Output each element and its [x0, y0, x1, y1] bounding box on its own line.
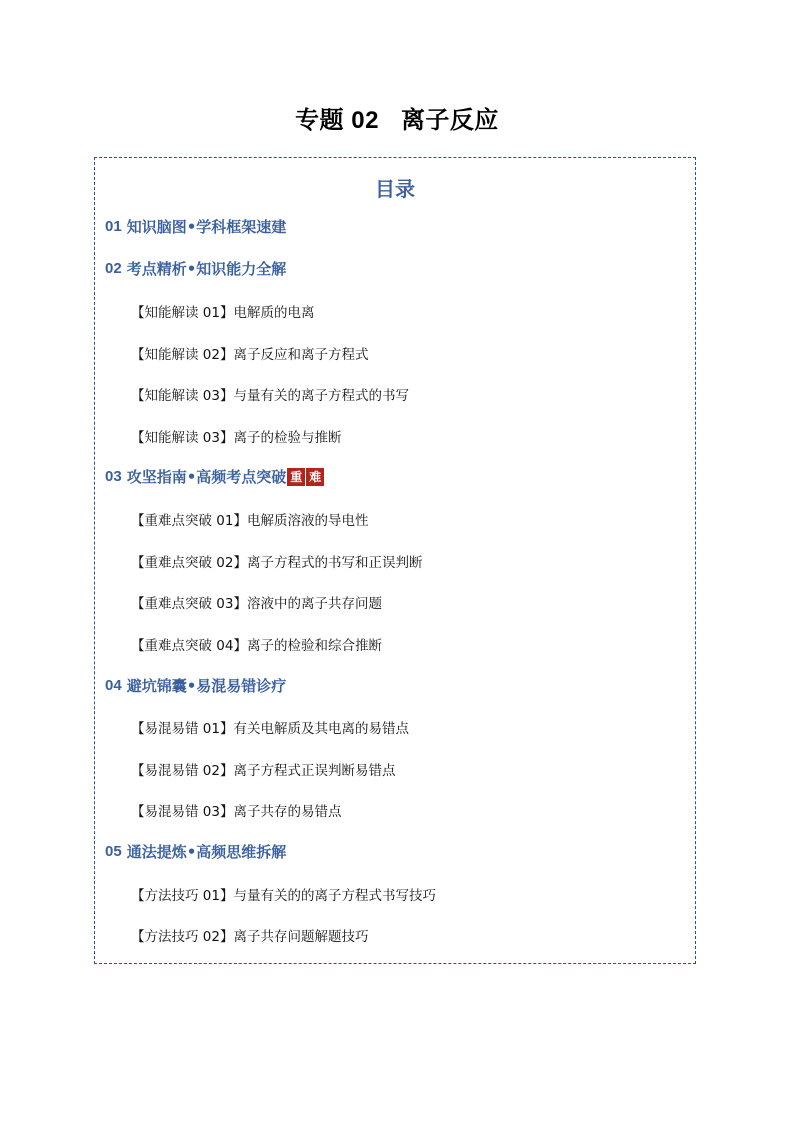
section-number: 02 — [105, 260, 122, 277]
section-number: 01 — [105, 218, 122, 235]
item-tag: 【易混易错 02】 — [131, 763, 234, 779]
item-tag: 【重难点突破 01】 — [131, 513, 247, 529]
section-label: 考点精析•知识能力全解 — [126, 260, 287, 278]
item-text: 离子的检验与推断 — [233, 430, 342, 446]
toc-item[interactable] — [131, 759, 395, 779]
item-text: 离子共存问题解题技巧 — [233, 929, 369, 945]
section-number: 03 — [105, 468, 122, 485]
section-label: 知识脑图•学科框架速建 — [126, 218, 287, 236]
toc-item[interactable] — [131, 717, 409, 737]
item-text: 与量有关的的离子方程式书写技巧 — [233, 888, 436, 904]
toc-section-03[interactable] — [105, 466, 324, 487]
toc-item[interactable] — [131, 426, 341, 446]
table-of-contents — [94, 157, 696, 964]
item-tag: 【方法技巧 01】 — [131, 888, 234, 904]
toc-section-04[interactable] — [105, 675, 286, 696]
item-tag: 【方法技巧 02】 — [131, 929, 234, 945]
item-tag: 【知能解读 03】 — [131, 388, 234, 404]
item-text: 离子反应和离子方程式 — [233, 347, 369, 363]
toc-section-01[interactable] — [105, 216, 286, 237]
section-label: 攻坚指南•高频考点突破 — [126, 468, 287, 486]
title-text: 离子反应 — [400, 106, 499, 134]
section-number: 05 — [105, 843, 122, 860]
item-tag: 【重难点突破 02】 — [131, 555, 247, 571]
toc-section-02[interactable] — [105, 258, 286, 279]
section-number: 04 — [105, 677, 122, 694]
item-tag: 【易混易错 03】 — [131, 804, 234, 820]
difficulty-badge-nan: 难 — [306, 468, 324, 486]
item-tag: 【易混易错 01】 — [131, 721, 234, 737]
item-tag: 【重难点突破 03】 — [131, 596, 247, 612]
toc-item[interactable] — [131, 634, 382, 654]
toc-item[interactable] — [131, 384, 409, 404]
item-tag: 【知能解读 01】 — [131, 305, 234, 321]
item-text: 离子方程式的书写和正误判断 — [246, 555, 423, 571]
toc-section-05[interactable] — [105, 841, 286, 862]
item-text: 电解质的电离 — [233, 305, 315, 321]
item-text: 离子的检验和综合推断 — [246, 638, 382, 654]
toc-item[interactable] — [131, 509, 368, 529]
toc-item[interactable] — [131, 884, 436, 904]
item-text: 电解质溶液的导电性 — [246, 513, 369, 529]
item-text: 有关电解质及其电离的易错点 — [233, 721, 409, 737]
page-title — [0, 100, 794, 135]
item-text: 与量有关的离子方程式的书写 — [233, 388, 409, 404]
section-label: 通法提炼•高频思维拆解 — [126, 843, 287, 861]
section-label: 避坑锦囊•易混易错诊疗 — [126, 677, 287, 695]
toc-item[interactable] — [131, 592, 382, 612]
toc-heading: 目录 — [375, 177, 415, 201]
title-number: 专题 02 — [295, 107, 379, 134]
item-tag: 【知能解读 03】 — [131, 430, 234, 446]
item-text: 溶液中的离子共存问题 — [246, 596, 382, 612]
toc-item[interactable] — [131, 800, 341, 820]
toc-item[interactable] — [131, 343, 368, 363]
item-tag: 【重难点突破 04】 — [131, 638, 247, 654]
toc-item[interactable] — [131, 301, 314, 321]
item-text: 离子方程式正误判断易错点 — [233, 763, 396, 779]
toc-item[interactable] — [131, 551, 422, 571]
item-text: 离子共存的易错点 — [233, 804, 342, 820]
toc-item[interactable] — [131, 925, 368, 945]
item-tag: 【知能解读 02】 — [131, 347, 234, 363]
difficulty-badge-zhong: 重 — [287, 468, 305, 486]
